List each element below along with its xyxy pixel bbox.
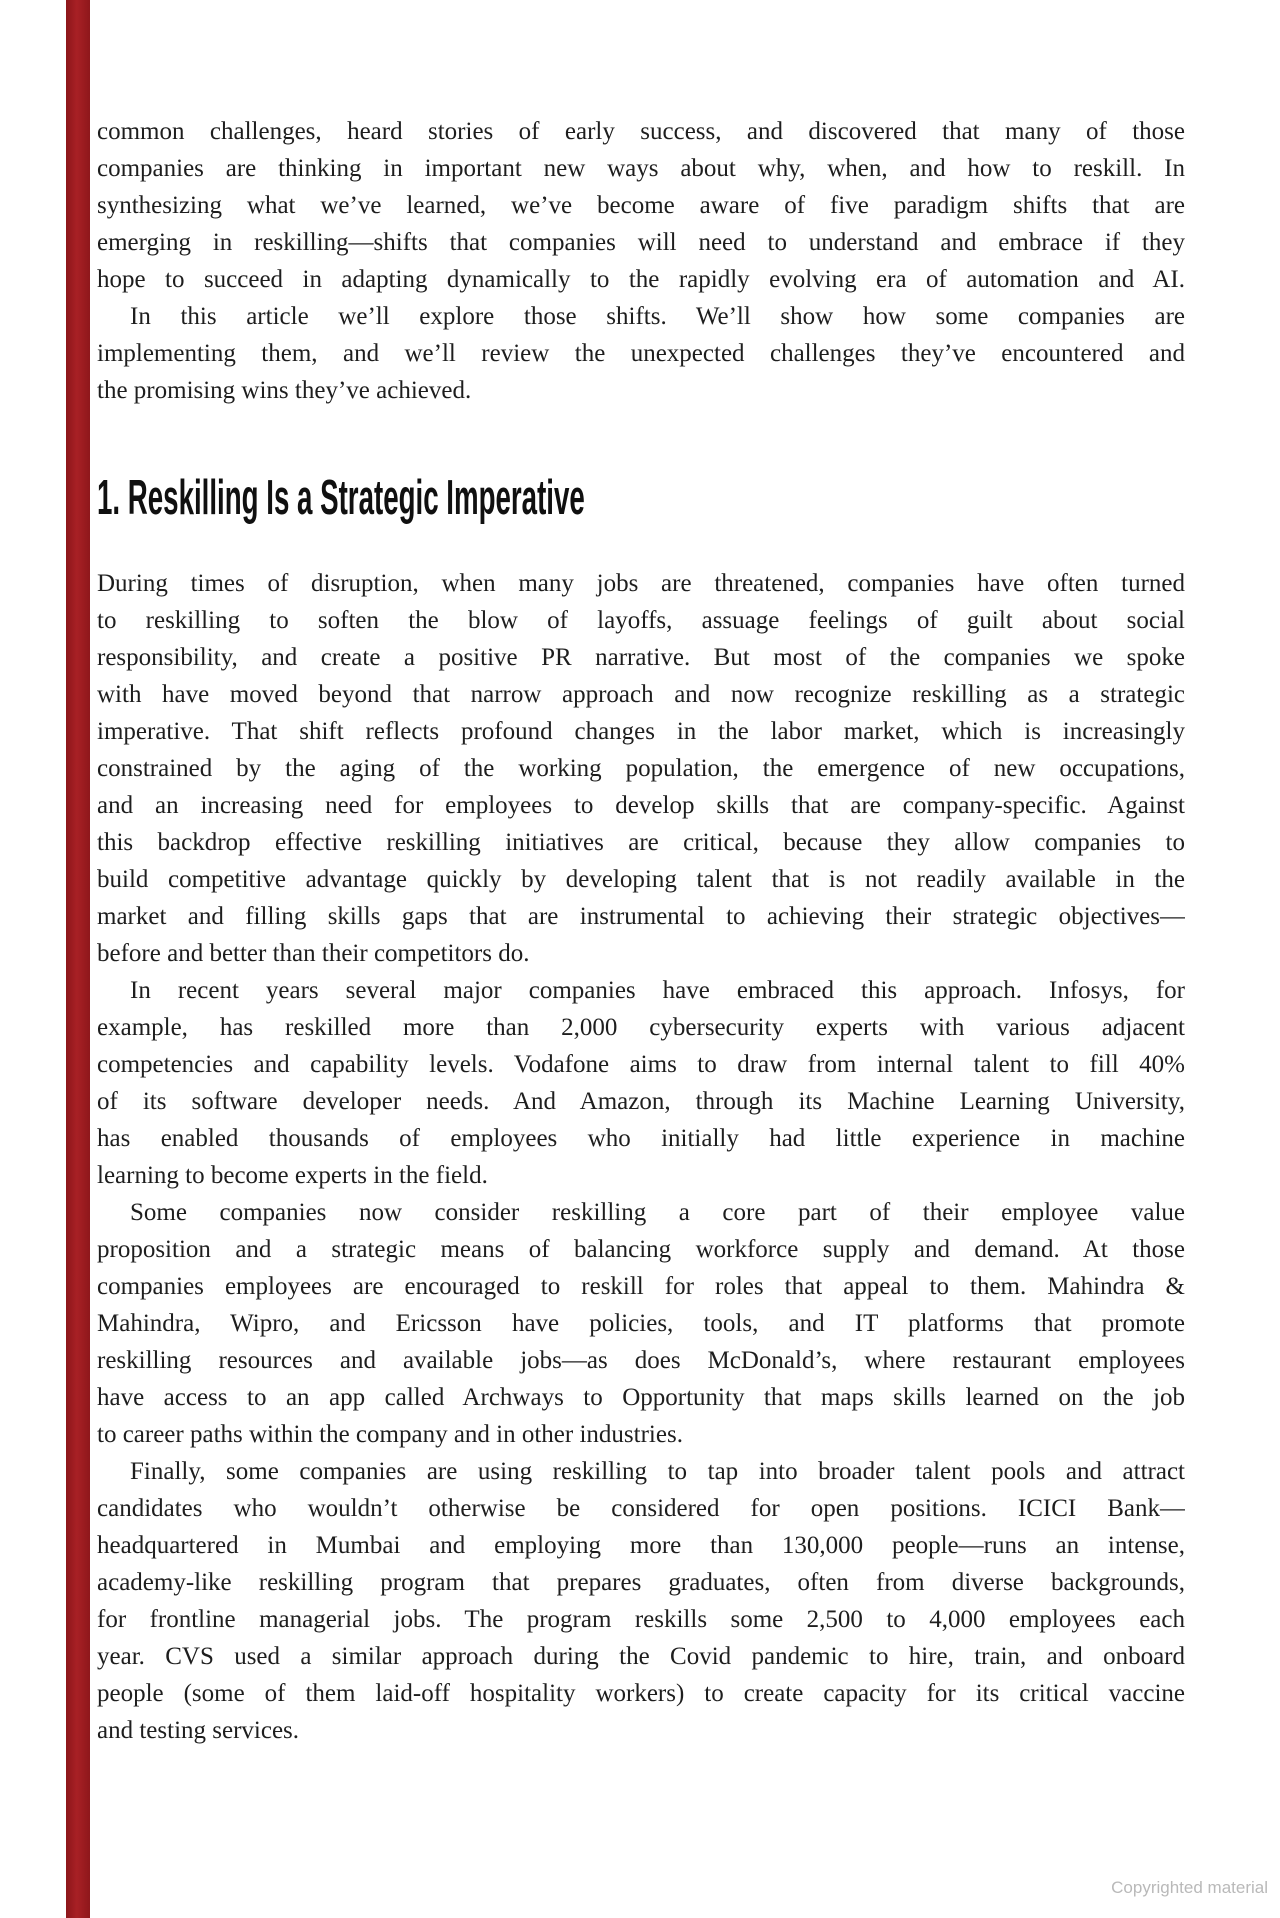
text-line: this backdrop effective reskilling initiatives are critical, because they allow companies to [97, 829, 1185, 856]
book-edge-strip [66, 0, 90, 1918]
text-line: to reskilling to soften the blow of layoffs, assuage feelings of guilt about social [97, 607, 1185, 634]
text-line: implementing them, and we’ll review the unexpected challenges they’ve encountered and [97, 340, 1185, 367]
text-line: Some companies now consider reskilling a core part of their employee value [130, 1199, 1185, 1226]
text-line: emerging in reskilling—shifts that companies will need to understand and embrace if they [97, 229, 1185, 256]
text-line: for frontline managerial jobs. The program reskills some 2,500 to 4,000 employees each [97, 1606, 1185, 1633]
text-line: people (some of them laid-off hospitality workers) to create capacity for its critical vaccine [97, 1680, 1185, 1707]
text-line: with have moved beyond that narrow approach and now recognize reskilling as a strategic [97, 681, 1185, 708]
text-line: Finally, some companies are using reskilling to tap into broader talent pools and attract [130, 1458, 1185, 1485]
text-line: competencies and capability levels. Vodafone aims to draw from internal talent to fill 40% [97, 1051, 1185, 1078]
text-line: common challenges, heard stories of early success, and discovered that many of those [97, 118, 1185, 145]
text-line: of its software developer needs. And Amazon, through its Machine Learning University, [97, 1088, 1185, 1115]
text-line: and testing services. [97, 1717, 300, 1744]
text-line: market and filling skills gaps that are instrumental to achieving their strategic objectives— [97, 903, 1185, 930]
text-line: synthesizing what we’ve learned, we’ve become aware of five paradigm shifts that are [97, 192, 1185, 219]
text-line: imperative. That shift reflects profound changes in the labor market, which is increasingly [97, 718, 1185, 745]
text-line: constrained by the aging of the working population, the emergence of new occupations, [97, 755, 1185, 782]
text-line: In recent years several major companies have embraced this approach. Infosys, for [130, 977, 1185, 1004]
text-line: has enabled thousands of employees who initially had little experience in machine [97, 1125, 1185, 1152]
text-line: year. CVS used a similar approach during the Covid pandemic to hire, train, and onboard [97, 1643, 1185, 1670]
text-line: Mahindra, Wipro, and Ericsson have policies, tools, and IT platforms that promote [97, 1310, 1185, 1337]
text-line: have access to an app called Archways to Opportunity that maps skills learned on the job [97, 1384, 1185, 1411]
text-line: the promising wins they’ve achieved. [97, 377, 472, 404]
text-line: example, has reskilled more than 2,000 cybersecurity experts with various adjacent [97, 1014, 1185, 1041]
text-line: before and better than their competitors do. [97, 940, 530, 967]
text-line: During times of disruption, when many jobs are threatened, companies have often turned [97, 570, 1185, 597]
text-line: candidates who wouldn’t otherwise be considered for open positions. ICICI Bank— [97, 1495, 1185, 1522]
text-line: companies are thinking in important new ways about why, when, and how to reskill. In [97, 155, 1185, 182]
text-line: learning to become experts in the field. [97, 1162, 488, 1189]
text-line: reskilling resources and available jobs—as does McDonald’s, where restaurant employees [97, 1347, 1185, 1374]
text-line: build competitive advantage quickly by developing talent that is not readily available in the [97, 866, 1185, 893]
text-line: hope to succeed in adapting dynamically to the rapidly evolving era of automation and AI. [97, 266, 1185, 293]
text-line: responsibility, and create a positive PR narrative. But most of the companies we spoke [97, 644, 1185, 671]
text-line: companies employees are encouraged to reskill for roles that appeal to them. Mahindra & [97, 1273, 1185, 1300]
copyright-watermark: Copyrighted material [1111, 1878, 1268, 1897]
text-column [97, 113, 1185, 1749]
text-line: proposition and a strategic means of balancing workforce supply and demand. At those [97, 1236, 1185, 1263]
text-line: and an increasing need for employees to develop skills that are company-specific. Against [97, 792, 1185, 819]
section-heading-text: 1. Reskilling Is a Strategic Imperative [97, 471, 585, 525]
text-line: academy-like reskilling program that prepares graduates, often from diverse backgrounds, [97, 1569, 1185, 1596]
text-line: to career paths within the company and in other industries. [97, 1421, 683, 1448]
text-line: headquartered in Mumbai and employing more than 130,000 people—runs an intense, [97, 1532, 1185, 1559]
section-paragraphs [97, 565, 1185, 1749]
text-line: In this article we’ll explore those shifts. We’ll show how some companies are [130, 303, 1185, 330]
section-heading [97, 473, 1185, 523]
intro-paragraphs [97, 113, 1185, 409]
